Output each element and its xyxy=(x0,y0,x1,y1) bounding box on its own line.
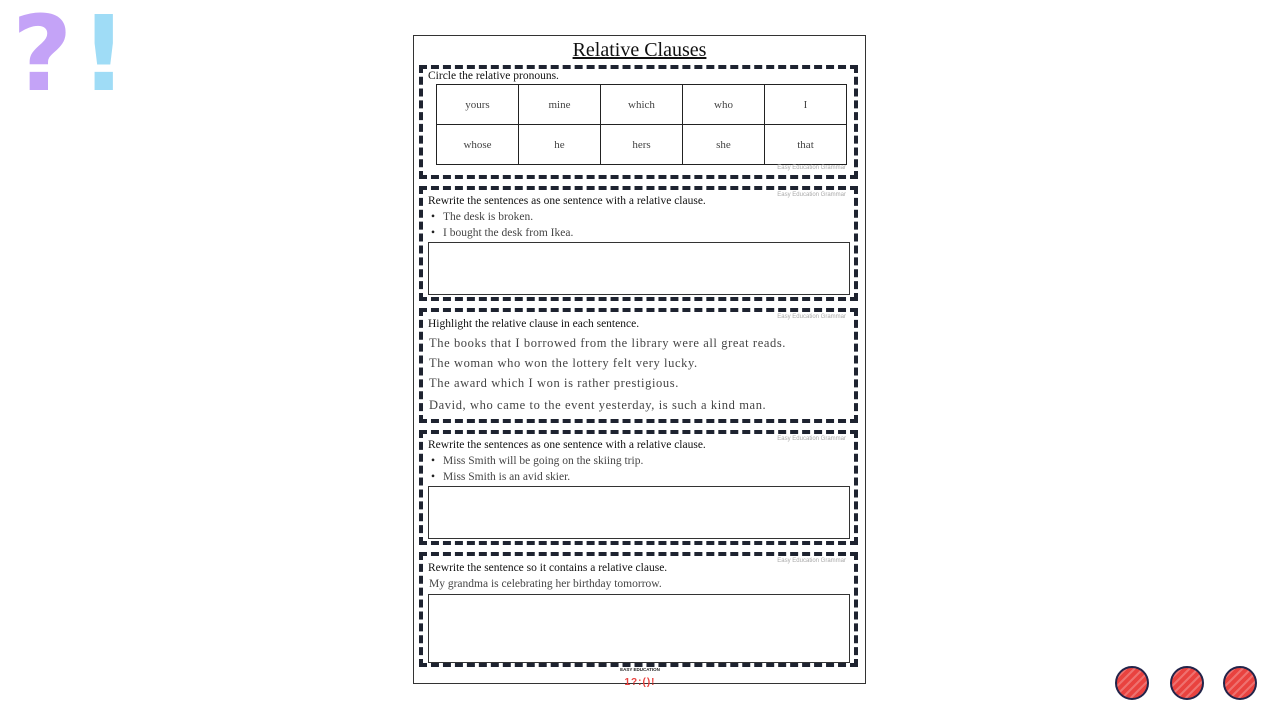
section-rewrite-grandma xyxy=(419,552,858,667)
section-rewrite-miss-smith xyxy=(419,430,858,545)
answer-box[interactable] xyxy=(428,242,850,295)
word-cell[interactable]: I xyxy=(765,85,847,125)
word-cell[interactable]: mine xyxy=(519,85,601,125)
bullet-item: • Miss Smith will be going on the skiing trip. xyxy=(431,455,643,467)
brand-logo xyxy=(618,667,662,690)
logo-glyphs: 1?:()! xyxy=(624,677,656,688)
question-mark-decoration: ? xyxy=(12,0,73,115)
word-cell[interactable]: hers xyxy=(601,125,683,165)
section-rewrite-desk xyxy=(419,186,858,301)
sentence: My grandma is celebrating her birthday tomorrow. xyxy=(429,578,662,590)
word-cell[interactable]: yours xyxy=(437,85,519,125)
word-cell[interactable]: he xyxy=(519,125,601,165)
red-scribble-circle-icon xyxy=(1115,666,1149,700)
word-cell[interactable]: who xyxy=(683,85,765,125)
section-instruction: Highlight the relative clause in each sentence. xyxy=(428,318,640,330)
word-cell[interactable]: she xyxy=(683,125,765,165)
sentence[interactable]: The books that I borrowed from the library were all great reads. xyxy=(429,336,787,350)
exclamation-mark-decoration: ! xyxy=(80,0,128,115)
answer-box[interactable] xyxy=(428,594,850,663)
section-instruction: Rewrite the sentences as one sentence with a relative clause. xyxy=(428,439,706,451)
section-instruction: Circle the relative pronouns. xyxy=(428,70,559,82)
answer-box[interactable] xyxy=(428,486,850,539)
watermark: Easy Education Grammar xyxy=(777,314,846,320)
sentence[interactable]: David, who came to the event yesterday, is such a kind man. xyxy=(429,398,767,412)
sentence[interactable]: The woman who won the lottery felt very lucky. xyxy=(429,356,698,370)
bullet-item: • Miss Smith is an avid skier. xyxy=(431,471,570,483)
worksheet-title: Relative Clauses xyxy=(572,39,707,61)
bullet-item: • I bought the desk from Ikea. xyxy=(431,227,573,239)
word-cell[interactable]: which xyxy=(601,85,683,125)
watermark: Easy Education Grammar xyxy=(777,558,846,564)
watermark: Easy Education Grammar xyxy=(777,192,846,198)
worksheet-page xyxy=(413,35,866,688)
bullet-item: • The desk is broken. xyxy=(431,211,533,223)
logo-top-text: EASY EDUCATION xyxy=(620,667,660,672)
section-highlight-clause xyxy=(419,308,858,423)
section-circle-pronouns xyxy=(419,65,858,179)
word-cell[interactable]: that xyxy=(765,125,847,165)
section-instruction: Rewrite the sentences as one sentence with a relative clause. xyxy=(428,195,706,207)
pronoun-word-grid xyxy=(436,84,847,165)
word-cell[interactable]: whose xyxy=(437,125,519,165)
watermark: Easy Education Grammar xyxy=(777,436,846,442)
red-scribble-circle-icon xyxy=(1223,666,1257,700)
watermark: Easy Education Grammar xyxy=(777,165,846,171)
section-instruction: Rewrite the sentence so it contains a relative clause. xyxy=(428,562,668,574)
sentence[interactable]: The award which I won is rather prestigious. xyxy=(429,376,679,390)
red-scribble-circle-icon xyxy=(1170,666,1204,700)
